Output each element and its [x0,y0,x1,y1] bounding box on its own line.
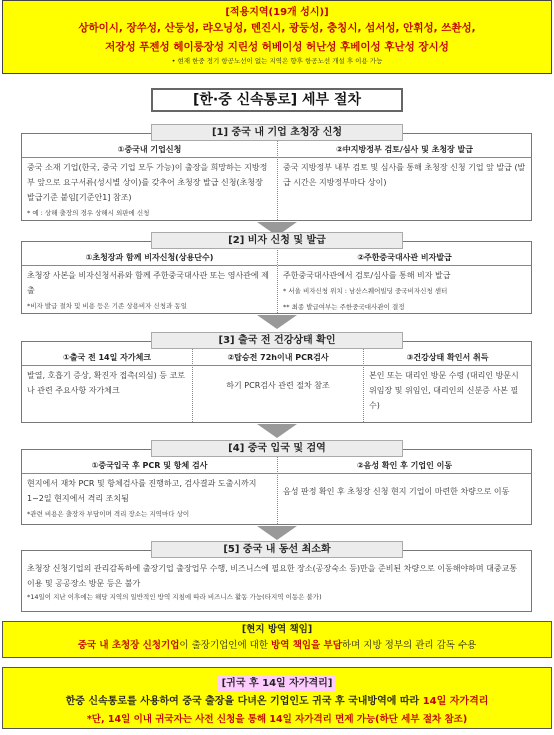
section-4-col-1-body [22,474,277,524]
section-2-col-1-head: ①초청장과 함께 비자신청(상용단수) [22,250,277,266]
section-2-col-2 [278,242,531,313]
down-arrow-icon [257,526,297,542]
scope-line-1: 상하이시, 장쑤성, 산둥성, 랴오닝성, 톈진시, 광둥성, 충칭시, 섬서성, 안휘성, 쓰촨성, [78,22,476,34]
section-3-col-3-body: 본인 또는 대리인 방문 수령 (대리인 방문시 위임장 및 위임인, 대리인의 신분증 사본 필수) [369,371,519,410]
quarantine-text-a: 중국 내 초청장 신청기업 [77,640,180,651]
section-4-col-1-head: ①중국입국 후 PCR 및 항체 검사 [22,458,277,474]
section-3 [21,341,532,423]
page-title: [한·중 신속통로] 세부 절차 [151,88,403,112]
section-1-col-1-body [22,158,277,223]
section-3-col-2-head: ②탑승전 72h이내 PCR검사 [193,350,363,366]
section-5 [21,550,532,612]
section-2-col-1-text: 초청장 사본을 비자신청서류와 함께 주한중국대사관 또는 영사관에 제출 [27,271,269,295]
local-quarantine-text [3,638,551,654]
section-5-title: [5] 중국 내 동선 최소화 [151,541,403,558]
section-4-col-2-head: ②음성 확인 후 기업인 이동 [278,458,531,474]
local-quarantine-title: [현지 방역 책임] [241,624,313,635]
section-1-col-1-text: 중국 소재 기업(한국, 중국 기업 모두 가능)이 출장을 희망하는 지방정부 앞으로 요구서류(성시별 상이)를 갖추어 초청장 발급 신청(초청장 발급기준 붙임[기준안1] 참조) [27,163,268,202]
quarantine-text-b: 이 출장기업인에 대한 [179,640,272,651]
section-4-col-1 [22,450,277,524]
section-5-note: *14일이 지난 이후에는 해당 지역의 일반적인 방역 지침에 따라 비즈니스 활동 가능(타지역 이동은 불가) [27,593,322,601]
section-1-col-2-body: 중국 지방정부 내부 검토 및 심사를 통해 초청장 신청 기업 앞 발급 (발급 시간은 지방정부마다 상이) [283,163,526,187]
section-1 [21,133,532,221]
section-2-col-2-note: * 서울 비자신청 위치 : 남산스퀘어빌딩 중국비자신청 센터 [283,287,448,295]
return-quarantine-title: [귀국 후 14일 자가격리] [218,676,337,692]
section-4-col-1-text: 현지에서 재차 PCR 및 항체검사를 진행하고, 검사결과 도출시까지 1~2일 현지에서 격리 조치됨 [27,479,257,503]
section-3-col-2-body: 하기 PCR검사 관련 절차 참조 [226,381,330,390]
section-1-title: [1] 중국 내 기업 초청장 신청 [151,124,403,141]
return-quarantine-box [2,667,552,729]
section-2-col-1-note: *비자 발급 절차 및 비용 등은 기존 상용비자 신청과 동일 [27,302,187,310]
quarantine-text-d: 하며 지방 정부의 관리 감독 수용 [341,640,477,651]
section-3-col-3 [364,342,531,422]
return-quarantine-line-1 [3,692,551,712]
section-4-col-2 [278,450,531,524]
section-2-col-2-head: ②주한중국대사관 비자발급 [278,250,531,266]
section-3-col-1 [22,342,192,422]
down-arrow-icon [257,424,297,440]
section-5-body: 초청장 신청기업의 관리감독하에 출장기업 출장업무 수행, 비즈니스에 필요한 장소(공장숙소 등)만을 준비된 차량으로 이동해야하며 대중교통 이용 및 공공장소 방문 등은 불가 [27,564,518,588]
section-4-col-1-note: *관련 비용은 출장자 부담이며 격리 장소는 지역마다 상이 [27,510,190,518]
section-1-col-1-note: * 예 : 상해 출장의 경우 상해시 외판에 신청 [27,209,150,217]
section-2-col-2-body [278,266,531,317]
section-1-col-1-head: ①중국내 기업신청 [22,142,277,158]
scope-note: • 현재 한중 정기 항공노선이 없는 지역은 향후 항공노선 개설 후 이용 가능 [171,57,383,65]
section-3-title: [3] 출국 전 건강상태 확인 [151,332,403,349]
section-2-col-2-note-2: ** 최종 발급여부는 주한중국대사관이 결정 [283,303,405,311]
local-quarantine-box [2,621,552,658]
section-1-col-2 [278,134,531,220]
section-4 [21,449,532,525]
section-2 [21,241,532,314]
scope-title: [적용지역(19개 성시)] [225,7,329,18]
section-4-col-2-body: 음성 판정 확인 후 초청장 신청 현지 기업이 마련한 차량으로 이동 [283,487,510,496]
quarantine-text-c: 방역 책임을 부담 [271,640,342,651]
down-arrow-icon [257,315,297,331]
section-4-title: [4] 중국 입국 및 검역 [151,440,403,457]
section-1-col-1 [22,134,277,220]
section-3-col-1-head: ①출국 전 14일 자가체크 [22,350,192,366]
scope-box [2,0,552,74]
section-3-col-1-body: 발열, 호흡기 증상, 확진자 접촉(의심) 등 코로나 관련 주요사항 자가체크 [27,371,185,395]
section-2-title: [2] 비자 신청 및 발급 [151,232,403,249]
return-line-1-b: 14일 자가격리 [422,696,489,707]
return-quarantine-line-2: *단, 14일 이내 귀국자는 사전 신청을 통해 14일 자가격리 면제 가능(하단 세부 절차 참조) [86,714,468,725]
return-line-1-a: 한중 신속통로를 사용하여 중국 출장을 다녀온 기업인도 귀국 후 국내방역에 따라 [65,696,423,707]
section-1-col-2-head: ②中지방정부 검토/심사 및 초청장 발급 [278,142,531,158]
scope-line-2: 저장성 푸젠성 헤이룽장성 지린성 허베이성 허난성 후베이성 후난성 장시성 [105,41,449,53]
section-2-col-1-body [22,266,277,316]
section-3-col-2 [193,342,363,422]
section-2-col-2-text: 주한중국대사관에서 검토/심사를 통해 비자 발급 [283,271,451,280]
section-2-col-1 [22,242,277,313]
section-3-col-3-head: ③건강상태 확인서 취득 [364,350,531,366]
